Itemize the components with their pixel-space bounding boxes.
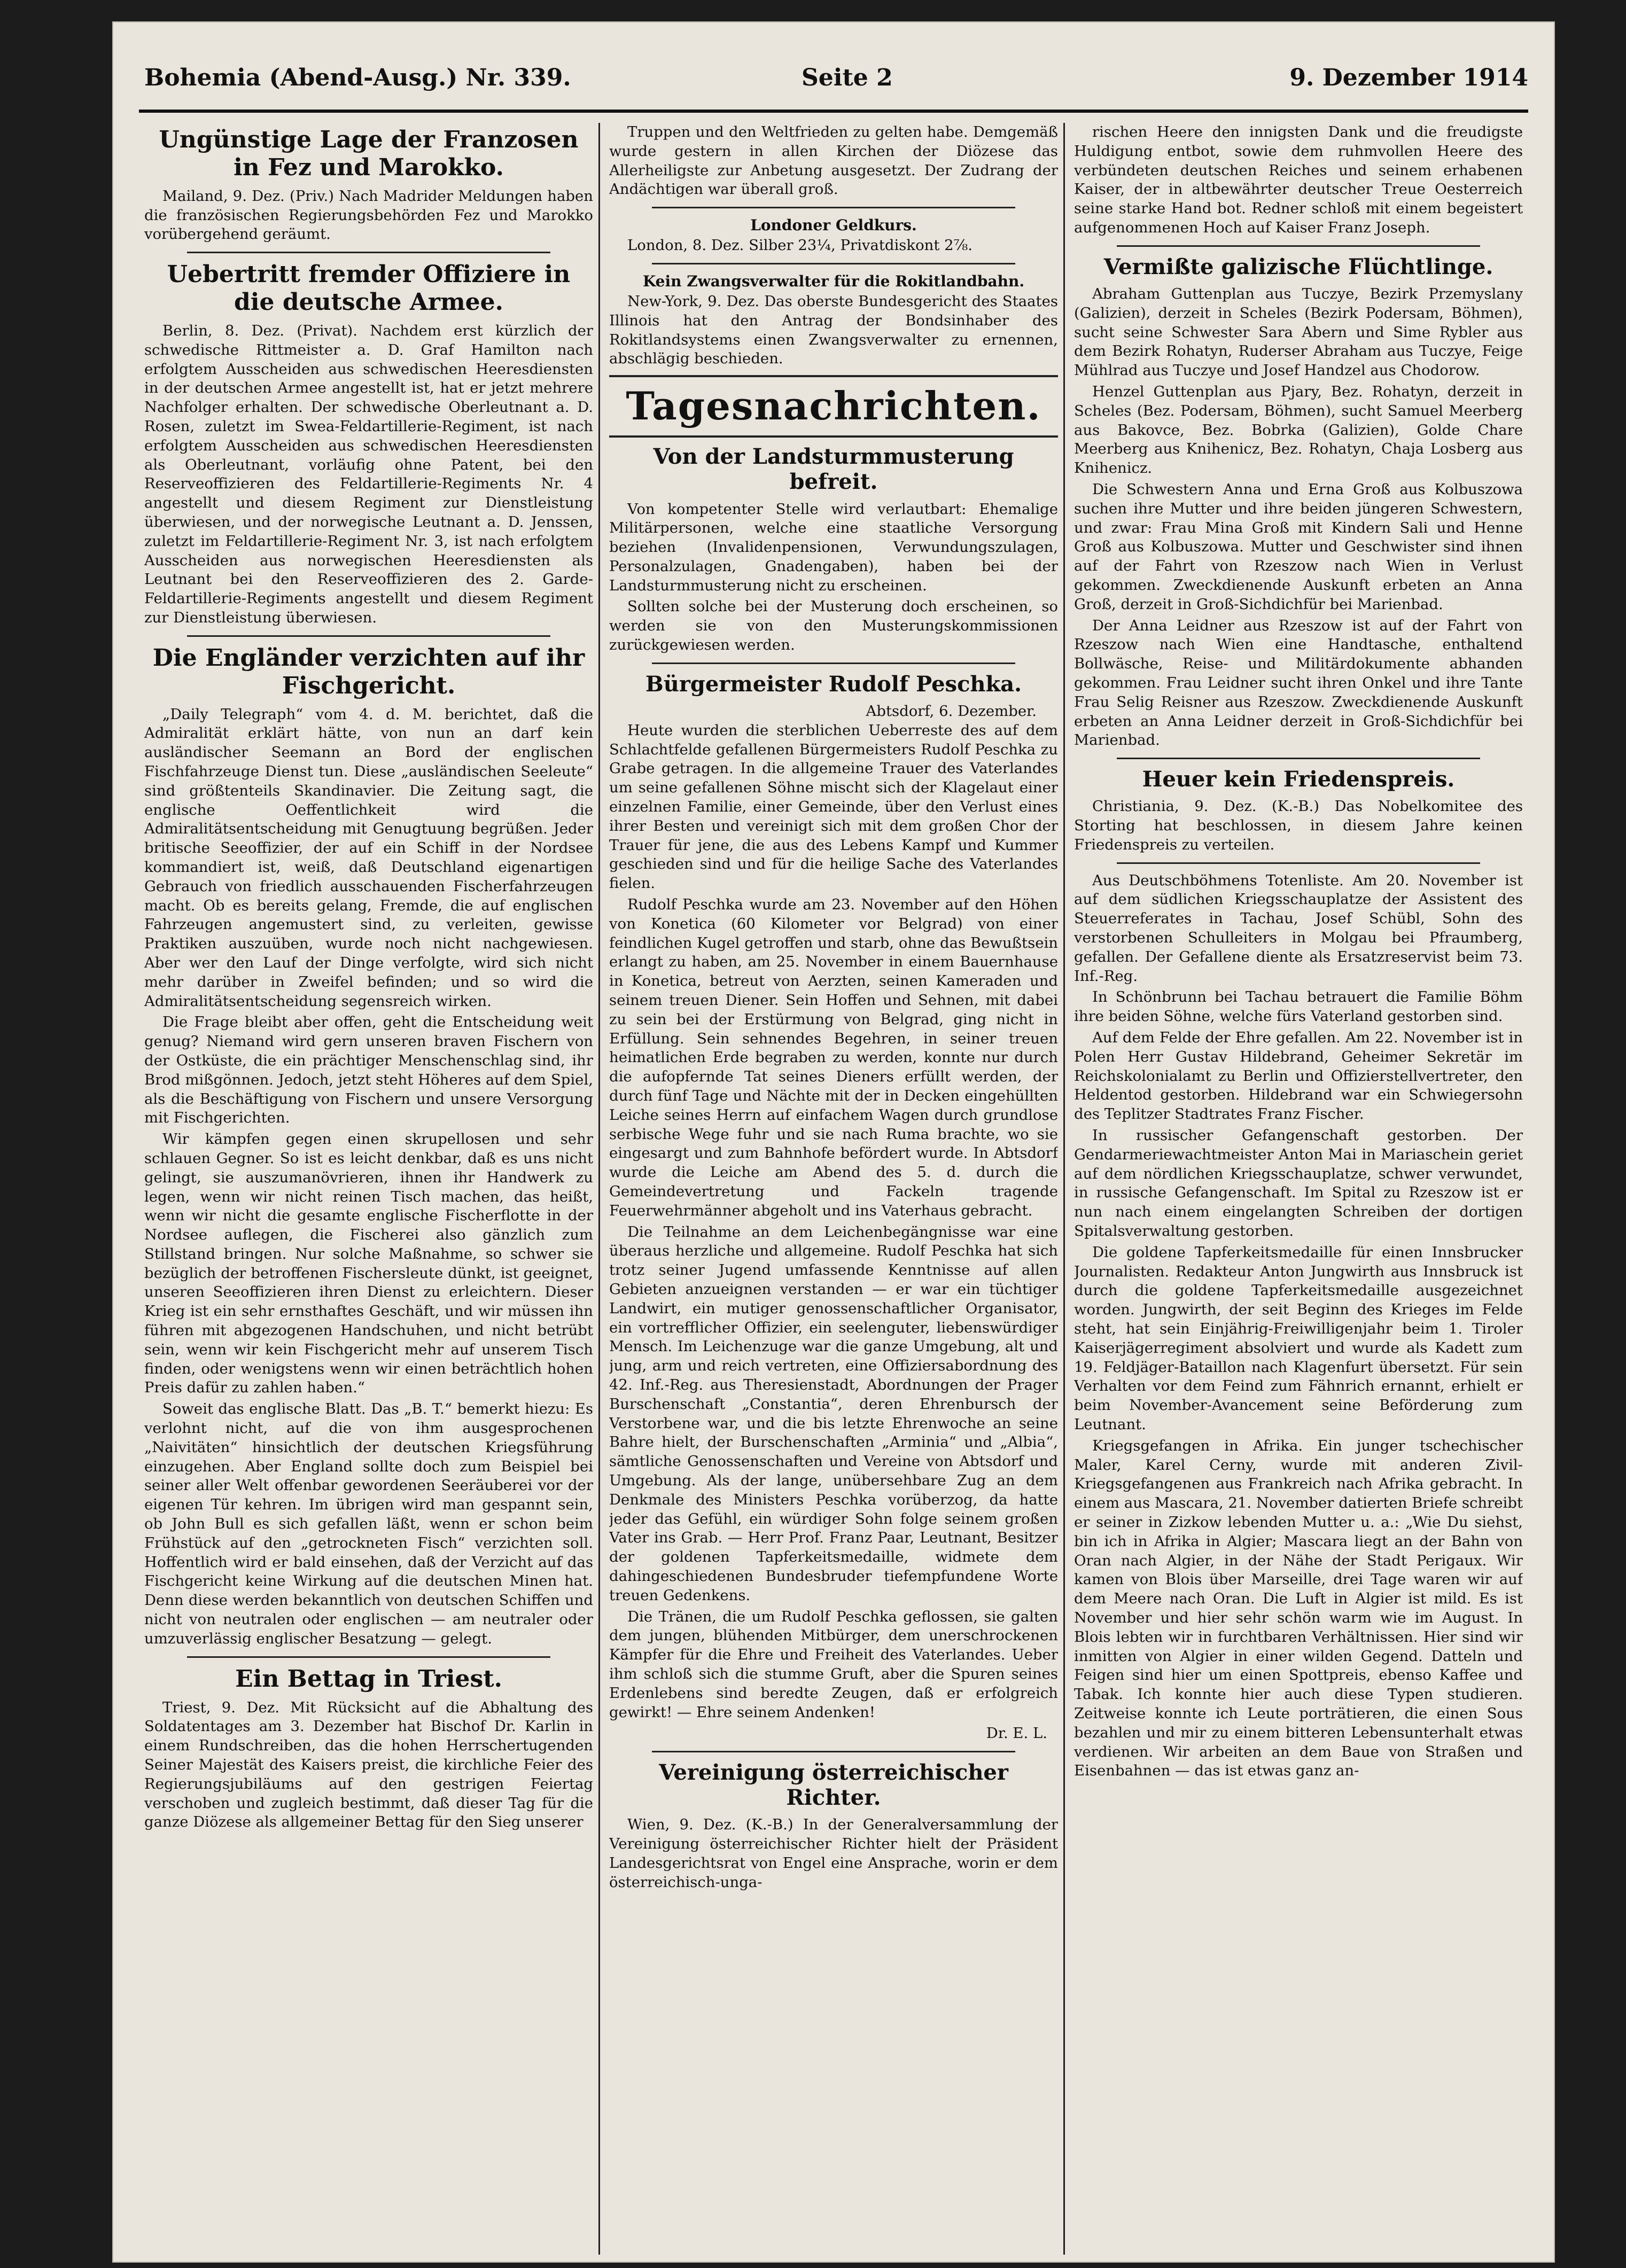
article-continuation: rischen Heere den innigsten Dank und die freudigste Huldigung entbot, sowie dem ruhmvollen Heere des verbündeten deutschen Reiches und seinem erhabenen Kaiser, der in altbewährter deutscher Treue Oesterreich seine starke Hand bot. Redner schloß mit einem begeistert aufgenommenen Hoch auf Kaiser Franz Joseph. [1074, 123, 1523, 236]
article-body: Christiania, 9. Dez. (K.-B.) Das Nobelkomitee des Storting hat beschlossen, in diesem Jahre keinen Friedenspreis zu verteilen. [1074, 798, 1523, 853]
article-continuation: Truppen und den Weltfrieden zu gelten habe. Demgemäß wurde gestern in allen Kirchen der Diözese das Allerheiligste zur Anbetung ausgesetzt. Der Zudrang der Andächtigen war überall groß. [609, 123, 1058, 198]
news-item-boehm: In Schönbrunn bei Tachau betrauert die Familie Böhm ihre beiden Söhne, welche fürs Vaterland gestorben sind. [1074, 988, 1523, 1025]
headline-bettag: Ein Bettag in Triest. [235, 1665, 502, 1693]
column-1 [144, 123, 593, 2257]
separator [187, 1656, 550, 1658]
header-page-number: Seite 2 [802, 64, 893, 91]
article-paragraph: Henzel Guttenplan aus Pjary, Bez. Rohatyn, derzeit in Scheles (Bez. Podersam, Böhmen), sucht Samuel Meerberg aus Bakovce, Bez. Bobrka (Galizien), Golde Chare Meerberg aus Knihenicz, Bez. Rohatyn, Chaja Losberg aus Knihenicz. [1074, 383, 1523, 477]
section-rule [609, 375, 1058, 377]
article-paragraph: Sollten solche bei der Musterung doch erscheinen, so werden sie von den Musterungskommissionen zurückgewiesen werden. [609, 598, 1058, 654]
headline-fischgericht: Die Engländer verzichten auf ihr Fischgericht. [152, 644, 585, 699]
header-masthead: Bohemia (Abend-Ausg.) Nr. 339. [144, 64, 571, 91]
article-body: Triest, 9. Dez. Mit Rücksicht auf die Abhaltung des Soldatentages am 3. Dezember hat Bischof Dr. Karlin in einem Rundschreiben, das die hohen Herrschertugenden Seiner Majestät des Kaisers preist, die kirchliche Feier des Regierungsjubiläums auf den gestrigen Feiertag verschoben und zugleich bestimmt, daß dieser Tag für die ganze Diözese als allgemeiner Bettag für den Sieg unserer [144, 1698, 593, 1831]
article-body: London, 8. Dez. Silber 23¼, Privatdiskont 2⅞. [627, 237, 973, 254]
header-date: 9. Dezember 1914 [1289, 64, 1528, 91]
column-rule [1063, 123, 1065, 2255]
separator [187, 635, 550, 637]
subheading-geldkurs: Londoner Geldkurs. [750, 216, 917, 235]
article-paragraph: Der Anna Leidner aus Rzeszow ist auf der Fahrt von Rzeszow nach Wien eine Handtasche, enthaltend Bollwäsche, Reise- und Militärdokumente abhanden gekommen. Frau Leidner sucht ihren Onkel und ihre Tante Frau Selig Reisner aus Rzeszow. Zweckdienende Auskunft erbeten an Anna Leidner derzeit in Groß-Sichdichfür bei Marienbad. [1074, 617, 1523, 749]
section-title-tagesnachrichten: Tagesnachrichten. [626, 383, 1041, 429]
separator [652, 663, 1015, 664]
article-paragraph: Von kompetenter Stelle wird verlautbart: Ehemalige Militärpersonen, welche eine staatliche Versorgung beziehen (Invalidenpensionen, Verwundungszulagen, Personalzulagen, Gnadengaben), haben bei der Landsturmmusterung nicht zu erscheinen. [609, 500, 1058, 594]
news-item-tapferkeitsmedaille: Die goldene Tapferkeitsmedaille für einen Innsbrucker Journalisten. Redakteur Anton Jungwirth aus Innsbruck ist durch die goldene Tapferkeitsmedaille ausgezeichnet worden. Jungwirth, der seit Beginn des Krieges im Felde steht, hat sein Einjährig-Freiwilligenjahr beim 1. Tiroler Kaiserjägerregiment absolviert und wurde als Kadett zum 19. Feldjäger-Bataillon nach Klagenfurt übersetzt. Für sein Verhalten vor dem Feind zum Fähnrich ernannt, erhielt er beim November-Avancement seine Beförderung zum Leutnant. [1074, 1243, 1523, 1433]
newspaper-page [112, 21, 1555, 2263]
separator [1117, 245, 1480, 247]
headline-fez-marokko: Ungünstige Lage der Franzosen in Fez und Marokko. [159, 126, 579, 181]
news-item-feld-der-ehre: Auf dem Felde der Ehre gefallen. Am 22. November ist in Polen Herr Gustav Hildebrand, Geheimer Sekretär im Reichskolonialamt zu Berlin und Offizierstellvertreter, den Heldentod gestorben. Hildebrand war ein Schwiegersohn des Teplitzer Stadtrates Franz Fischer. [1074, 1029, 1523, 1123]
article-paragraph: Die Tränen, die um Rudolf Peschka geflossen, sie galten dem jungen, blühenden Mitbürger, dem unerschrockenen Kämpfer für die Ehre und Freiheit des Vaterlandes. Ueber ihm schloß sich die stumme Gruft, aber die Spuren seines Erdenlebens sind beredte Zeugen, daß er erfolgreich gewirkt! — Ehre seinem Andenken! [609, 1608, 1058, 1721]
column-3 [1074, 123, 1523, 2257]
article-paragraph: Rudolf Peschka wurde am 23. November auf den Höhen von Konetica (60 Kilometer vor Belgrad) von einer feindlichen Kugel getroffen und starb, ohne das Bewußtsein erlangt zu haben, am 25. November in einem Bauernhause in Konetica, betreut von Aerzten, seinen Kameraden und seinem treuen Diener. Sein Hoffen und Sehnen, mit dabei zu sein bei der Erstürmung von Belgrad, ging nicht in Erfüllung. Sein sehnendes Begehren, in seiner treuen heimatlichen Erde begraben zu werden, konnte nur durch die aufopfernde Tat seines Dieners erfüllt werden, der durch fünf Tage und Nächte mit der in Decken eingehüllten Leiche seines Herrn auf einfachem Wagen durch grundlose serbische Wege fuhr und sie nach Ruma brachte, wo sie eingesargt und zum Bahnhofe befördert wurde. In Abtsdorf wurde die Leiche am Abend des 5. d. durch die Gemeindevertretung und Fackeln tragende Feuerwehrmänner abgeholt und ins Vaterhaus gebracht. [609, 896, 1058, 1219]
article-paragraph: Die Frage bleibt aber offen, geht die Entscheidung weit genug? Niemand wird gern unseren braven Fischern von der Ostküste, die ein prächtiger Menschenschlag sind, ihr Brod mißgönnen. Jedoch, jetzt steht Höheres auf dem Spiel, als die Beschäftigung von Fischern und unsere Versorgung mit Fischgerichten. [144, 1014, 593, 1127]
headline-friedenspreis: Heuer kein Friedenspreis. [1142, 767, 1455, 792]
news-item-gefangenschaft: In russischer Gefangenschaft gestorben. Der Gendarmeriewachtmeister Anton Mai in Mariaschein geriet auf dem nördlichen Kriegsschauplatze, schwer verwundet, in russische Gefangenschaft. Im Spital zu Rzeszow ist er nun nach einem eingelangten Schreiben der dortigen Spitalsverwaltung gestorben. [1074, 1127, 1523, 1240]
column-2 [609, 123, 1058, 2257]
article-paragraph: Die Teilnahme an dem Leichenbegängnisse war eine überaus herzliche und allgemeine. Rudolf Peschka hat sich trotz seiner Jugend umfassende Kenntnisse auf allen Gebieten anzueignen verstanden — er war ein tüchtiger Landwirt, ein mutiger genossenschaftlicher Organisator, ein vortrefflicher Offizier, ein seelenguter, liebenswürdiger Mensch. Im Leichenzuge war die ganze Umgebung, alt und jung, arm und reich vertreten, eine Offiziersabordnung des 42. Inf.-Reg. aus Theresienstadt, Abordnungen der Prager Burschenschaft „Constantia“, deren Ehrenbursch der Verstorbene war, und die bis letzte Ehrenwoche an seine Bahre hielt, der Burschenschaften „Arminia“ und „Albia“, sämtliche Genossenschaften und Vereine von Abtsdorf und Umgebung. Als der lange, unübersehbare Zug an dem Denkmale des Ministers Peschka vorüberzog, da hatte jeder das Gefühl, ein würdiger Sohn folge seinem großen Vater ins Grab. — Herr Prof. Franz Paar, Leutnant, Besitzer der goldenen Tapferkeitsmedaille, widmete dem dahingeschiedenen Bundesbruder tiefempfundene Worte treuen Gedenkens. [609, 1223, 1058, 1604]
headline-fluechtlinge: Vermißte galizische Flüchtlinge. [1103, 254, 1493, 279]
separator [652, 1751, 1015, 1752]
article-paragraph: „Daily Telegraph“ vom 4. d. M. berichtet, daß die Admiralität erklärt hätte, von nun an darf kein ausländischer Seemann an Bord der englischen Fischfahrzeuge Dienst tun. Diese „ausländischen Seeleute“ sind größtenteils Skandinavier. Die Zeitung sagt, die englische Oeffentlichkeit wird die Admiralitätsentscheidung mit Genugtuung begrüßen. Jeder britische Seeoffizier, der auf ein Schiff in der Nordsee kommandiert ist, weiß, daß Deutschland eigenartigen Gebrauch von friedlich ausschauenden Fischerfahrzeugen macht. Ob es bereits gelang, Fremde, die auf englischen Fahrzeugen angemustert sind, zu verleiten, gewisse Praktiken auszuüben, wurde noch nicht nachgewiesen. Aber wer den Lauf der Dinge verfolgte, wird sich nicht mehr darüber in Zweifel befinden; und so wird die Admiralitätsentscheidung segensreich wirken. [144, 705, 593, 1010]
headline-offiziere: Uebertritt fremder Offiziere in die deutsche Armee. [167, 261, 571, 316]
article-body: New-York, 9. Dez. Das oberste Bundesgericht des Staates Illinois hat den Antrag der Bondsinhaber des Rokitlandsystems einen Zwangsverwalter zu ernennen, abschlägig beschieden. [609, 292, 1058, 368]
article-body: Berlin, 8. Dez. (Privat). Nachdem erst kürzlich der schwedische Rittmeister a. D. Graf Hamilton nach erfolgtem Ausscheiden aus schwedischen Heeresdiensten in der deutschen Armee angestellt ist, hat er jetzt mehrere Nachfolger erhalten. Der schwedische Oberleutnant a. D. Rosen, zuletzt im Swea-Feldartillerie-Regiment, ist nach erfolgtem Ausscheiden aus schwedischen Heeresdiensten als Oberleutnant, vorläufig ohne Patent, bei den Reserveoffizieren des Feldartillerie-Regiments Nr. 4 angestellt und diesem Regiment zur Dienstleistung überwiesen, und der norwegische Leutnant a. D. Jenssen, zuletzt im Feldartillerie-Regiment Nr. 3, ist nach erfolgtem Ausscheiden aus norwegischen Heeresdiensten als Leutnant bei den Reserveoffizieren des 2. Garde-Feldartillerie-Regiments angestellt und diesem Regiment zur Dienstleistung überwiesen. [144, 322, 593, 626]
article-paragraph: Heute wurden die sterblichen Ueberreste des auf dem Schlachtfelde gefallenen Bürgermeisters Rudolf Peschka zu Grabe getragen. In die allgemeine Trauer des Vaterlandes um seine gefallenen Söhne mischt sich der Klagelaut einer einzelnen Familie, einer Gemeinde, über den Verlust eines ihrer Besten und vereinigt sich mit dem großen Chor der Trauer für jene, die aus des Lebens Kampf und Kummer geschieden sind und für die heilige Sache des Vaterlandes fielen. [609, 721, 1058, 892]
subheading-zwangsverwalter: Kein Zwangsverwalter für die Rokitlandbahn. [642, 272, 1025, 290]
dateline: Abtsdorf, 6. Dezember. [866, 703, 1037, 720]
article-paragraph: Die Schwestern Anna und Erna Groß aus Kolbuszowa suchen ihre Mutter und ihre beiden jüngeren Schwestern, und zwar: Frau Mina Groß mit Kindern Sali und Henne Groß aus Kolbuszowa. Mutter und Geschwister sind ihnen auf der Fahrt von Rzeszow nach Wien in Verlust gekommen. Zweckdienende Auskunft erbeten an Anna Groß, derzeit in Groß-Sichdichfür bei Marienbad. [1074, 480, 1523, 613]
news-item-afrika: Kriegsgefangen in Afrika. Ein junger tschechischer Maler, Karel Cerny, wurde mit anderen Zivil-Kriegsgefangenen aus Frankreich nach Afrika gebracht. In einem aus Mascara, 21. November datierten Briefe schreibt er seiner in Zizkow lebenden Mutter u. a.: „Wie Du siehst, bin ich in Afrika in Algier; Mascara liegt an der Bahn von Oran nach Algier, in der Nähe der Stadt Perigaux. Wir kamen von Blois über Marseille, drei Tage waren wir auf dem Meere nach Oran. Die Luft in Algier ist mild. Es ist November und hier sehr schön warm wie im August. In Blois lebten wir in furchtbaren Verhältnissen. Hier sind wir inmitten von Algier in einer wilden Gegend. Datteln und Feigen sind hier um einen Spottpreis, ebenso Kaffee und Tabak. Ich konnte hier auch diese Typen studieren. Zeitweise konnte ich Leute porträtieren, die einen Sous bezahlen und mir zu einem bitteren Lebensunterhalt etwas verdienen. Wir arbeiten an dem Baue von Straßen und Eisenbahnen — das ist etwas ganz an- [1074, 1437, 1523, 1780]
author-signature: Dr. E. L. [986, 1725, 1047, 1742]
header-rule [139, 110, 1528, 113]
headline-richter: Vereinigung österreichischer Richter. [659, 1760, 1008, 1811]
separator [1117, 758, 1480, 759]
article-paragraph: Wir kämpfen gegen einen skrupellosen und sehr schlauen Gegner. So ist es leicht denkbar, daß es uns nicht gelingt, sie auszumanövrieren, ihnen ihr Handwerk zu legen, wenn wir nicht reinen Tisch machen, das heißt, wenn wir nicht die gesamte englische Fischerflotte in der Nordsee auflegen, die Fischerei also gänzlich zum Stillstand bringen. Nur solche Maßnahme, so schwer sie bezüglich der betroffenen Fischersleute dünkt, ist geeignet, unseren Seeoffizieren ihren Dienst zu erleichtern. Dieser Krieg ist ein sehr ernsthaftes Geschäft, und wir müssen ihn führen mit abgezogenen Handschuhen, und nicht betrübt sein, wenn wir kein Fischgericht mehr auf unserem Tisch finden, oder wenigstens wenn wir einen beträchtlich hohen Preis dafür zu zahlen haben.“ [144, 1131, 593, 1397]
page-header [144, 64, 1528, 107]
separator [187, 252, 550, 253]
news-item-totenliste: Aus Deutschböhmens Totenliste. Am 20. November ist auf dem südlichen Kriegsschauplatze der Assistent des Steuerreferates in Tachau, Josef Schübl, Sohn des verstorbenen Schulleiters in Molgau bei Pfraumberg, gefallen. Der Gefallene diente als Ersatzreservist beim 73. Inf.-Reg. [1074, 871, 1523, 985]
headline-landsturm: Von der Landsturmmusterung befreit. [653, 444, 1014, 495]
separator [652, 263, 1015, 264]
article-paragraph: Abraham Guttenplan aus Tuczye, Bezirk Przemyslany (Galizien), derzeit in Scheles (Bezirk Podersam, Böhmen), sucht seine Schwester Sara Abern und Sime Rybler aus dem Bezirk Rohatyn, Ruderser Abraham aus Tuczye, Feige Mühlrad aus Tuczye und Josef Handzel aus Chodorow. [1074, 285, 1523, 379]
article-paragraph: Soweit das englische Blatt. Das „B. T.“ bemerkt hiezu: Es verlohnt nicht, auf die von ihm ausgesprochenen „Naivitäten“ hinsichtlich der deutschen Kriegsführung einzugehen. Aber England sollte doch zum Beispiel bei seiner aller Welt offenbar gewordenen Seeräuberei vor der eigenen Tür kehren. Im übrigen wird man gespannt sein, ob John Bull es sich gefallen läßt, wenn er schon beim Frühstück auf den „getrockneten Fisch“ verzichten soll. Hoffentlich wird er bald einsehen, daß der Verzicht auf das Fischgericht keine Wirkung auf die deutschen Minen hat. Denn diese werden bekanntlich von deutschen Schiffen und nicht von neutralen oder englischen — am neutraler oder umzuverlässig englischer Besatzung — gelegt. [144, 1400, 593, 1647]
article-body: Mailand, 9. Dez. (Priv.) Nach Madrider Meldungen haben die französischen Regierungsbehörden Fez und Marokko vorübergehend geräumt. [144, 187, 593, 243]
separator [652, 207, 1015, 208]
article-body: Wien, 9. Dez. (K.-B.) In der Generalversammlung der Vereinigung österreichischer Richter hielt der Präsident Landesgerichtsrat von Engel eine Ansprache, worin er dem österreichisch-unga- [609, 1816, 1058, 1891]
headline-peschka: Bürgermeister Rudolf Peschka. [645, 671, 1022, 697]
section-rule [609, 435, 1058, 438]
column-rule [598, 123, 600, 2255]
separator [1117, 862, 1480, 864]
